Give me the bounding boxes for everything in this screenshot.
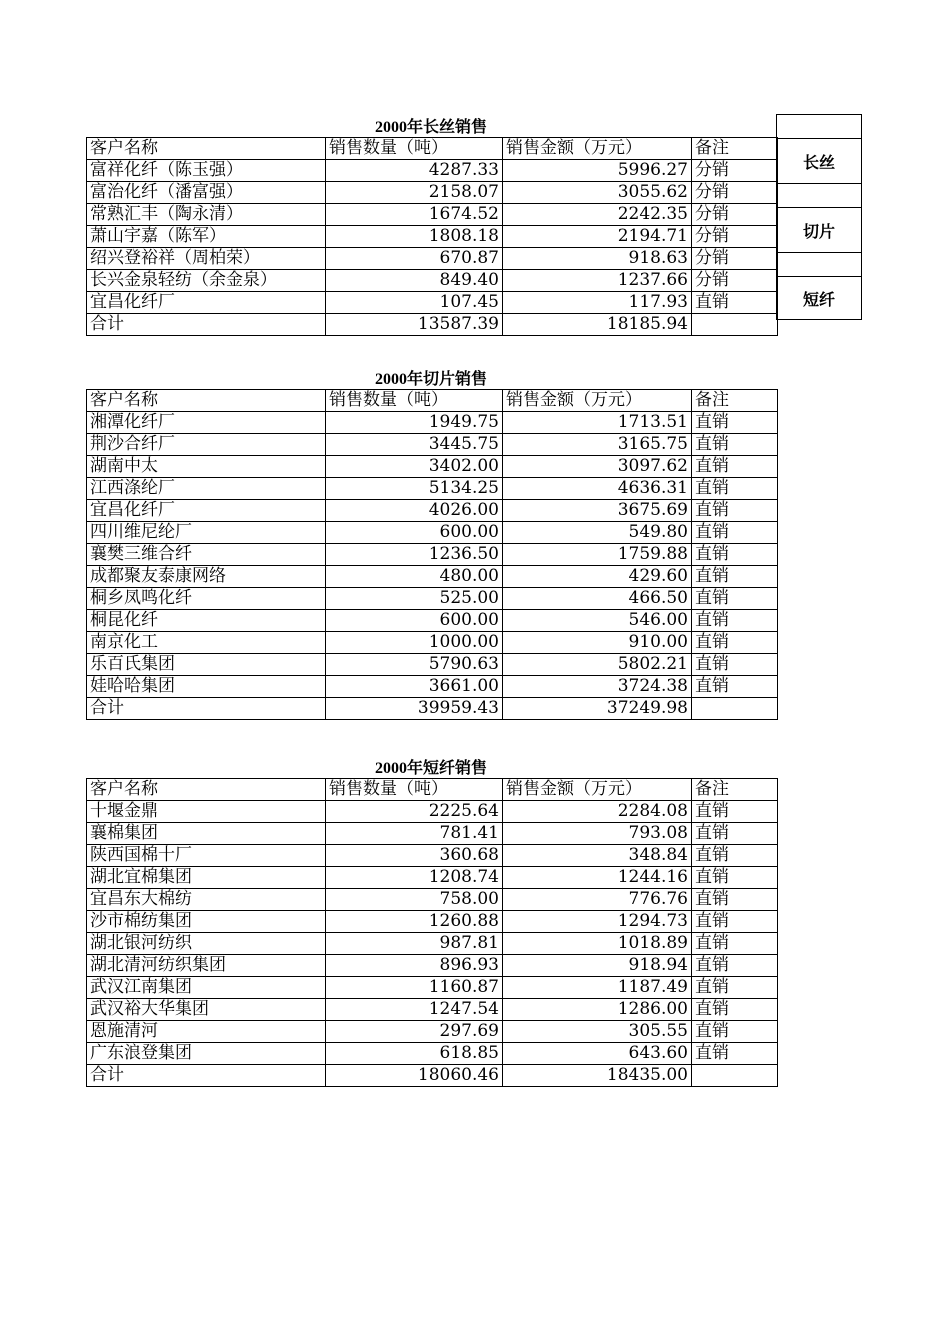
cell-col2[interactable]: 849.40 (326, 270, 503, 292)
cell-col1[interactable]: 南京化工 (87, 632, 326, 654)
cell-col2[interactable]: 1808.18 (326, 226, 503, 248)
cell-col3[interactable]: 3675.69 (503, 500, 692, 522)
table-row (87, 456, 778, 478)
cell-col1[interactable]: 四川维尼纶厂 (87, 522, 326, 544)
header-cell-col3[interactable]: 销售金额（万元） (503, 779, 692, 801)
table-row (87, 204, 778, 226)
table-row (87, 999, 778, 1021)
table-row (87, 889, 778, 911)
cell-col1[interactable]: 陕西国棉十厂 (87, 845, 326, 867)
cell-col3[interactable]: 793.08 (503, 823, 692, 845)
cell-col3[interactable]: 1187.49 (503, 977, 692, 999)
cell-col2[interactable]: 758.00 (326, 889, 503, 911)
cell-col4[interactable]: 直销 (692, 610, 778, 632)
cell-col4[interactable]: 分销 (692, 182, 778, 204)
cell-col3[interactable]: 918.94 (503, 955, 692, 977)
table-row (87, 1021, 778, 1043)
cell-col1[interactable]: 成都聚友泰康网络 (87, 566, 326, 588)
cell-col1[interactable]: 沙市棉纺集团 (87, 911, 326, 933)
cell-col1[interactable]: 襄棉集团 (87, 823, 326, 845)
cell-col4[interactable]: 直销 (692, 1021, 778, 1043)
cell-col2[interactable]: 4287.33 (326, 160, 503, 182)
header-cell-col1[interactable]: 客户名称 (87, 138, 326, 160)
header-cell-col3[interactable]: 销售金额（万元） (503, 390, 692, 412)
cell-col2[interactable]: 3661.00 (326, 676, 503, 698)
table-row (87, 610, 778, 632)
cell-col3[interactable]: 2194.71 (503, 226, 692, 248)
header-cell-col2[interactable]: 销售数量（吨） (326, 390, 503, 412)
total-cell-col1[interactable]: 合计 (87, 314, 326, 336)
cell-col4[interactable]: 分销 (692, 270, 778, 292)
cell-col4[interactable]: 直销 (692, 522, 778, 544)
table-row (87, 1043, 778, 1065)
cell-col2[interactable]: 1260.88 (326, 911, 503, 933)
cell-col3[interactable]: 5802.21 (503, 654, 692, 676)
table-row (87, 977, 778, 999)
cell-col1[interactable]: 湘潭化纤厂 (87, 412, 326, 434)
cell-col3[interactable]: 549.80 (503, 522, 692, 544)
header-cell-col4[interactable]: 备注 (692, 138, 778, 160)
cell-col2[interactable]: 1949.75 (326, 412, 503, 434)
cell-col1[interactable]: 湖北清河纺织集团 (87, 955, 326, 977)
cell-col4[interactable]: 直销 (692, 434, 778, 456)
total-cell-col4[interactable] (692, 314, 778, 336)
staple-sales-title: 2000年短纤销售 (374, 760, 487, 777)
cell-col3[interactable]: 305.55 (503, 1021, 692, 1043)
cell-col2[interactable]: 600.00 (326, 610, 503, 632)
table-row (87, 522, 778, 544)
cell-col3[interactable]: 3055.62 (503, 182, 692, 204)
cell-col1[interactable]: 乐百氏集团 (87, 654, 326, 676)
cell-col2[interactable]: 618.85 (326, 1043, 503, 1065)
cell-col4[interactable]: 直销 (692, 955, 778, 977)
cell-col4[interactable]: 直销 (692, 588, 778, 610)
table-row (87, 911, 778, 933)
cell-col3[interactable]: 546.00 (503, 610, 692, 632)
table-row (87, 248, 778, 270)
cell-col2[interactable]: 1247.54 (326, 999, 503, 1021)
filament-sales-table (86, 137, 778, 336)
side-empty-cell-3[interactable] (776, 252, 862, 277)
cell-col4[interactable]: 直销 (692, 292, 778, 314)
table-row (87, 292, 778, 314)
cell-col2[interactable]: 781.41 (326, 823, 503, 845)
table-row (87, 160, 778, 182)
total-cell-col1[interactable]: 合计 (87, 698, 326, 720)
table-row (87, 801, 778, 823)
table-row (87, 588, 778, 610)
cell-col1[interactable]: 富治化纤（潘富强） (87, 182, 326, 204)
cell-col1[interactable]: 宜昌化纤厂 (87, 500, 326, 522)
header-cell-col2[interactable]: 销售数量（吨） (326, 138, 503, 160)
cell-col2[interactable]: 1674.52 (326, 204, 503, 226)
table-row (87, 226, 778, 248)
total-cell-col2[interactable]: 13587.39 (326, 314, 503, 336)
total-cell-col3[interactable]: 37249.98 (503, 698, 692, 720)
cell-col2[interactable]: 107.45 (326, 292, 503, 314)
table-row (87, 933, 778, 955)
cell-col2[interactable]: 600.00 (326, 522, 503, 544)
total-cell-col3[interactable]: 18435.00 (503, 1065, 692, 1087)
table-row (87, 823, 778, 845)
cell-col4[interactable]: 直销 (692, 999, 778, 1021)
cell-col3[interactable]: 2284.08 (503, 801, 692, 823)
cell-col4[interactable]: 直销 (692, 977, 778, 999)
cell-col3[interactable]: 910.00 (503, 632, 692, 654)
cell-col3[interactable]: 3724.38 (503, 676, 692, 698)
total-row (87, 314, 778, 336)
cell-col1[interactable]: 十堰金鼎 (87, 801, 326, 823)
cell-col2[interactable]: 297.69 (326, 1021, 503, 1043)
cell-col1[interactable]: 广东浪登集团 (87, 1043, 326, 1065)
cell-col4[interactable]: 分销 (692, 248, 778, 270)
cell-col2[interactable]: 480.00 (326, 566, 503, 588)
cell-col2[interactable]: 5790.63 (326, 654, 503, 676)
cell-col4[interactable]: 直销 (692, 456, 778, 478)
cell-col4[interactable]: 直销 (692, 823, 778, 845)
cell-col1[interactable]: 宜昌东大棉纺 (87, 889, 326, 911)
cell-col1[interactable]: 长兴金泉轻纺（余金泉） (87, 270, 326, 292)
cell-col1[interactable]: 桐昆化纤 (87, 610, 326, 632)
cell-col4[interactable]: 直销 (692, 566, 778, 588)
table-row (87, 867, 778, 889)
cell-col1[interactable]: 宜昌化纤厂 (87, 292, 326, 314)
table-row (87, 500, 778, 522)
cell-col1[interactable]: 桐乡凤鸣化纤 (87, 588, 326, 610)
cell-col1[interactable]: 武汉裕大华集团 (87, 999, 326, 1021)
chip-sales-title: 2000年切片销售 (374, 371, 487, 388)
cell-col2[interactable]: 896.93 (326, 955, 503, 977)
cell-col4[interactable]: 直销 (692, 911, 778, 933)
cell-col3[interactable]: 643.60 (503, 1043, 692, 1065)
cell-col2[interactable]: 4026.00 (326, 500, 503, 522)
table-row (87, 632, 778, 654)
total-cell-col2[interactable]: 18060.46 (326, 1065, 503, 1087)
cell-col4[interactable]: 直销 (692, 632, 778, 654)
cell-col3[interactable]: 1237.66 (503, 270, 692, 292)
table-row (87, 676, 778, 698)
table-row (87, 654, 778, 676)
cell-col3[interactable]: 2242.35 (503, 204, 692, 226)
total-row (87, 1065, 778, 1087)
cell-col3[interactable]: 117.93 (503, 292, 692, 314)
cell-col2[interactable]: 3445.75 (326, 434, 503, 456)
total-cell-col3[interactable]: 18185.94 (503, 314, 692, 336)
table-row (87, 544, 778, 566)
cell-col3[interactable]: 429.60 (503, 566, 692, 588)
cell-col3[interactable]: 1713.51 (503, 412, 692, 434)
cell-col3[interactable]: 918.63 (503, 248, 692, 270)
cell-col2[interactable]: 987.81 (326, 933, 503, 955)
cell-col2[interactable]: 360.68 (326, 845, 503, 867)
cell-col1[interactable]: 恩施清河 (87, 1021, 326, 1043)
cell-col3[interactable]: 776.76 (503, 889, 692, 911)
cell-col1[interactable]: 湖北银河纺织 (87, 933, 326, 955)
cell-col3[interactable]: 348.84 (503, 845, 692, 867)
total-cell-col4[interactable] (692, 698, 778, 720)
header-cell-col1[interactable]: 客户名称 (87, 390, 326, 412)
cell-col4[interactable]: 直销 (692, 801, 778, 823)
cell-col2[interactable]: 1160.87 (326, 977, 503, 999)
cell-col3[interactable]: 1294.73 (503, 911, 692, 933)
cell-col4[interactable]: 直销 (692, 1043, 778, 1065)
cell-col4[interactable]: 直销 (692, 676, 778, 698)
cell-col1[interactable]: 绍兴登裕祥（周柏荣） (87, 248, 326, 270)
table-row (87, 182, 778, 204)
cell-col3[interactable]: 3097.62 (503, 456, 692, 478)
side-label-staple[interactable]: 短纤 (776, 276, 862, 320)
cell-col4[interactable]: 直销 (692, 654, 778, 676)
chip-sales-table (86, 389, 778, 720)
cell-col4[interactable]: 分销 (692, 226, 778, 248)
table-row (87, 845, 778, 867)
cell-col1[interactable]: 荆沙合纤厂 (87, 434, 326, 456)
cell-col1[interactable]: 江西涤纶厂 (87, 478, 326, 500)
cell-col2[interactable]: 670.87 (326, 248, 503, 270)
cell-col3[interactable]: 3165.75 (503, 434, 692, 456)
header-cell-col1[interactable]: 客户名称 (87, 779, 326, 801)
cell-col1[interactable]: 湖北宜棉集团 (87, 867, 326, 889)
cell-col1[interactable]: 富祥化纤（陈玉强） (87, 160, 326, 182)
side-empty-cell-2[interactable] (776, 183, 862, 208)
total-cell-col2[interactable]: 39959.43 (326, 698, 503, 720)
cell-col2[interactable]: 1208.74 (326, 867, 503, 889)
cell-col3[interactable]: 5996.27 (503, 160, 692, 182)
cell-col2[interactable]: 2225.64 (326, 801, 503, 823)
cell-col4[interactable]: 直销 (692, 889, 778, 911)
table-row (87, 478, 778, 500)
table-row (87, 412, 778, 434)
cell-col4[interactable]: 直销 (692, 845, 778, 867)
cell-col4[interactable]: 直销 (692, 478, 778, 500)
side-empty-cell-1[interactable] (776, 114, 862, 139)
total-cell-col1[interactable]: 合计 (87, 1065, 326, 1087)
header-cell-col4[interactable]: 备注 (692, 390, 778, 412)
cell-col3[interactable]: 1759.88 (503, 544, 692, 566)
header-cell-col2[interactable]: 销售数量（吨） (326, 779, 503, 801)
total-cell-col4[interactable] (692, 1065, 778, 1087)
table-row (87, 566, 778, 588)
cell-col3[interactable]: 4636.31 (503, 478, 692, 500)
header-cell-col4[interactable]: 备注 (692, 779, 778, 801)
header-row (87, 390, 778, 412)
side-label-filament[interactable]: 长丝 (776, 138, 862, 184)
cell-col4[interactable]: 直销 (692, 500, 778, 522)
side-label-chip[interactable]: 切片 (776, 207, 862, 253)
cell-col1[interactable]: 娃哈哈集团 (87, 676, 326, 698)
cell-col3[interactable]: 1286.00 (503, 999, 692, 1021)
cell-col2[interactable]: 525.00 (326, 588, 503, 610)
cell-col4[interactable]: 直销 (692, 544, 778, 566)
table-row (87, 434, 778, 456)
cell-col4[interactable]: 直销 (692, 933, 778, 955)
cell-col4[interactable]: 直销 (692, 867, 778, 889)
cell-col3[interactable]: 1244.16 (503, 867, 692, 889)
cell-col2[interactable]: 1236.50 (326, 544, 503, 566)
total-row (87, 698, 778, 720)
header-cell-col3[interactable]: 销售金额（万元） (503, 138, 692, 160)
cell-col2[interactable]: 5134.25 (326, 478, 503, 500)
cell-col1[interactable]: 湖南中太 (87, 456, 326, 478)
cell-col1[interactable]: 萧山宇嘉（陈军） (87, 226, 326, 248)
cell-col3[interactable]: 466.50 (503, 588, 692, 610)
cell-col1[interactable]: 常熟汇丰（陶永清） (87, 204, 326, 226)
cell-col2[interactable]: 2158.07 (326, 182, 503, 204)
cell-col3[interactable]: 1018.89 (503, 933, 692, 955)
cell-col4[interactable]: 直销 (692, 412, 778, 434)
staple-sales-table (86, 778, 778, 1087)
cell-col1[interactable]: 襄樊三维合纤 (87, 544, 326, 566)
cell-col2[interactable]: 3402.00 (326, 456, 503, 478)
header-row (87, 779, 778, 801)
header-row (87, 138, 778, 160)
cell-col1[interactable]: 武汉江南集团 (87, 977, 326, 999)
cell-col4[interactable]: 分销 (692, 204, 778, 226)
table-row (87, 955, 778, 977)
cell-col4[interactable]: 分销 (692, 160, 778, 182)
cell-col2[interactable]: 1000.00 (326, 632, 503, 654)
filament-sales-title: 2000年长丝销售 (374, 119, 487, 136)
table-row (87, 270, 778, 292)
